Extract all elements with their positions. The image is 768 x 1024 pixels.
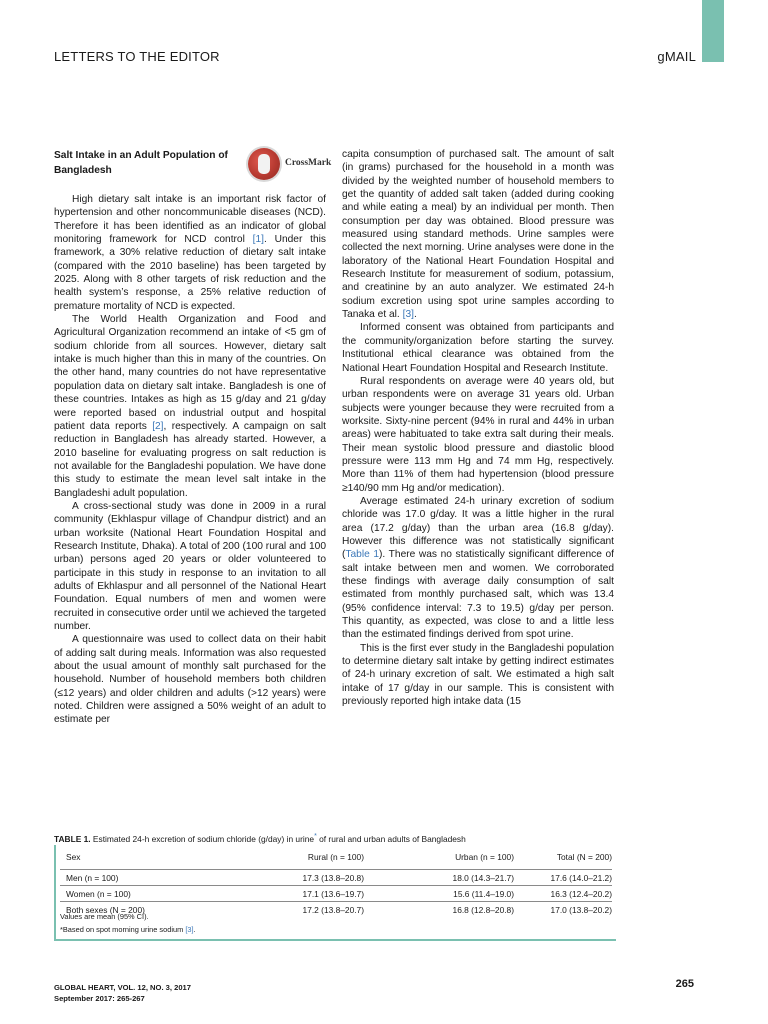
article-title-block — [54, 148, 332, 184]
table-header-cell: Urban (n = 100) — [455, 852, 514, 862]
paragraph: Informed consent was obtained from participants and the community/organization before starting the survey. Institutional ethical clearance was obtained from the National Heart Foundation Hospital and Research Institute. — [342, 322, 614, 374]
table-cell: 17.6 (14.0–21.2) — [550, 872, 612, 883]
page-number: 265 — [675, 978, 694, 990]
footnote: Values are mean (95% CI). — [60, 912, 149, 921]
table-cell: 17.2 (13.8–20.7) — [302, 904, 364, 915]
table-header-row — [60, 845, 612, 870]
table-cell: Both sexes (N = 200) — [66, 904, 145, 915]
table-header-cell: Rural (n = 100) — [307, 852, 364, 862]
paragraph: A cross-sectional study was done in 2009 in a rural community (Ekhlaspur village of Chandpur district) and an urban worksite (National Heart Foundation Hospital and Research Institute, Dhaka). A total of 200 (100 rural and 100 urban) persons aged 20 years or older volunteered to participate in this study in response to an invitation to all adults of Ekhlaspur and all personnel of the National Heart Foundation. Equal numbers of men and women were recruited in consecutive order until we achieved the targeted number. — [54, 500, 326, 632]
article-title: Salt Intake in an Adult Population of Bangladesh — [54, 150, 228, 176]
crossmark-label: CrossMark — [285, 158, 332, 168]
running-head-right: gMAIL — [657, 49, 696, 64]
table-cell: 16.8 (12.8–20.8) — [452, 904, 514, 915]
table-row — [60, 886, 612, 902]
reference-link[interactable]: [3] — [185, 925, 194, 934]
crossmark-icon — [248, 148, 280, 180]
paragraph: High dietary salt intake is an important risk factor of hypertension and other noncommunicable diseases (NCD). Therefore it has been identified as an indicator of global monitoring framework for NCD control [1]. Under this framework, a 30% relative reduction of dietary salt intake (compared with the 2010 baseline) has been targeted by 2025. Along with 8 other targets of risk reduction and the health system’s response, a 25% relative reduction of premature mortality of NCD is expected. — [54, 194, 326, 312]
table-cell: Men (n = 100) — [66, 872, 119, 883]
running-head-left: LETTERS TO THE EDITOR — [54, 49, 220, 64]
table-header-cell: Sex — [66, 852, 81, 862]
left-column — [54, 193, 326, 727]
table-header-cell: Total (N = 200) — [556, 852, 612, 862]
footnote: *Based on spot morning urine sodium [3]. — [60, 925, 196, 934]
journal-footer — [54, 982, 191, 1004]
table-cell: 18.0 (14.3–21.7) — [452, 872, 514, 883]
right-column — [342, 148, 614, 708]
journal-citation: GLOBAL HEART, VOL. 12, NO. 3, 2017 — [54, 983, 192, 992]
paragraph: Average estimated 24-h urinary excretion of sodium chloride was 17.0 g/day. It was a little higher in the rural area (17.2 g/day) than the urban area (16.8 g/day). However this difference was not statistically significant (Table 1). There was no statistically significant difference of salt intake between men and women. We corroborated these findings with average daily consumption of salt estimated from monthly purchased salt, which was 13.4 (95% confidence interval: 7.3 to 19.5) g/day per person. This quantity, as expected, was close to and a little less than the estimated findings derived from spot urine. — [342, 495, 614, 641]
table-cell: 17.3 (13.8–20.8) — [302, 872, 364, 883]
crossmark-badge[interactable] — [248, 148, 332, 182]
reference-link[interactable]: [2] — [152, 420, 164, 432]
reference-link[interactable]: [3] — [402, 309, 414, 321]
table-link[interactable]: Table 1 — [345, 549, 380, 561]
table-cell: 15.6 (11.4–19.0) — [453, 888, 514, 899]
paragraph: capita consumption of purchased salt. The amount of salt (in grams) purchased for the household in a month was divided by the weighted number of household members to get the quantity of added salt taken (added during cooking and while eating a meal) by an individual per month. Then consumption per day was obtained. Blood pressure was measured using standard methods. Urine samples were collected the next morning. Urine analyses were done in the laboratory of the National Heart Foundation Hospital and Research Institute for measurement of sodium, potassium, and creatinine by an auto analyzer. We estimated 24-h sodium excretion using spot urine samples according to Tanaka et al. [3]. — [342, 149, 614, 321]
table-footnotes — [60, 910, 600, 936]
paragraph: A questionnaire was used to collect data on their habit of adding salt during meals. Information was also requested about the usual amount of monthly salt purchased for the household. Number of household members both children (≤12 years) and older children and adults (>12 years) were noted. Children were assigned a 50% weight of an adult to estimate per — [54, 634, 326, 726]
paragraph: This is the first ever study in the Bangladeshi population to determine dietary salt intake by getting indirect estimates of 24-h urinary excretion of salt. We estimated a high salt intake of 17 g/day in our sample. This is consistent with previously reported high intake data (15 — [342, 642, 614, 708]
issue-date: September 2017: 265-267 — [54, 994, 145, 1003]
table-cell: 16.3 (12.4–20.2) — [550, 888, 612, 899]
paragraph: Rural respondents on average were 40 years old, but urban respondents were on average 31 years old. Urban subjects were younger because they were recruited from a worksite. Sixty-nine percent (94% in rural and 44% in urban areas) were habituated to take extra salt during their meals. Their mean systolic blood pressure and diastolic blood pressure were 113 mm Hg and 74 mm Hg, respectively. More than 11% of them had hypertension (blood pressure ≥140/90 mm Hg and/or medication). — [342, 375, 614, 494]
table-caption: TABLE 1. Estimated 24-h excretion of sodium chloride (g/day) in urine* of rural and urban adults of Bangladesh — [54, 833, 466, 844]
table-cell: 17.0 (13.8–20.2) — [550, 904, 612, 915]
paragraph: The World Health Organization and Food and Agricultural Organization recommend an intake of <5 gm of sodium chloride from all sources. However, dietary salt intake is much higher than this in many of the countries. On the other hand, many countries do not have representative population data on dietary salt intake. Bangladesh is one of these countries. Intakes as high as 15 g/day and 21 g/day were reported based on industrial output and hospital patient data reports [2], respectively. A campaign on salt reduction in Bangladesh has already started. However, a 2010 baseline for evaluating progress on salt reduction is not available for the Bangladeshi population. We have done this study to estimate the mean level salt intake in the Bangladeshi adult population. — [54, 314, 326, 499]
reference-link[interactable]: [1] — [252, 234, 264, 246]
table-row — [60, 870, 612, 886]
table-cell: 17.1 (13.6–19.7) — [302, 888, 364, 899]
table-cell: Women (n = 100) — [66, 888, 131, 899]
section-color-tab — [702, 0, 724, 62]
